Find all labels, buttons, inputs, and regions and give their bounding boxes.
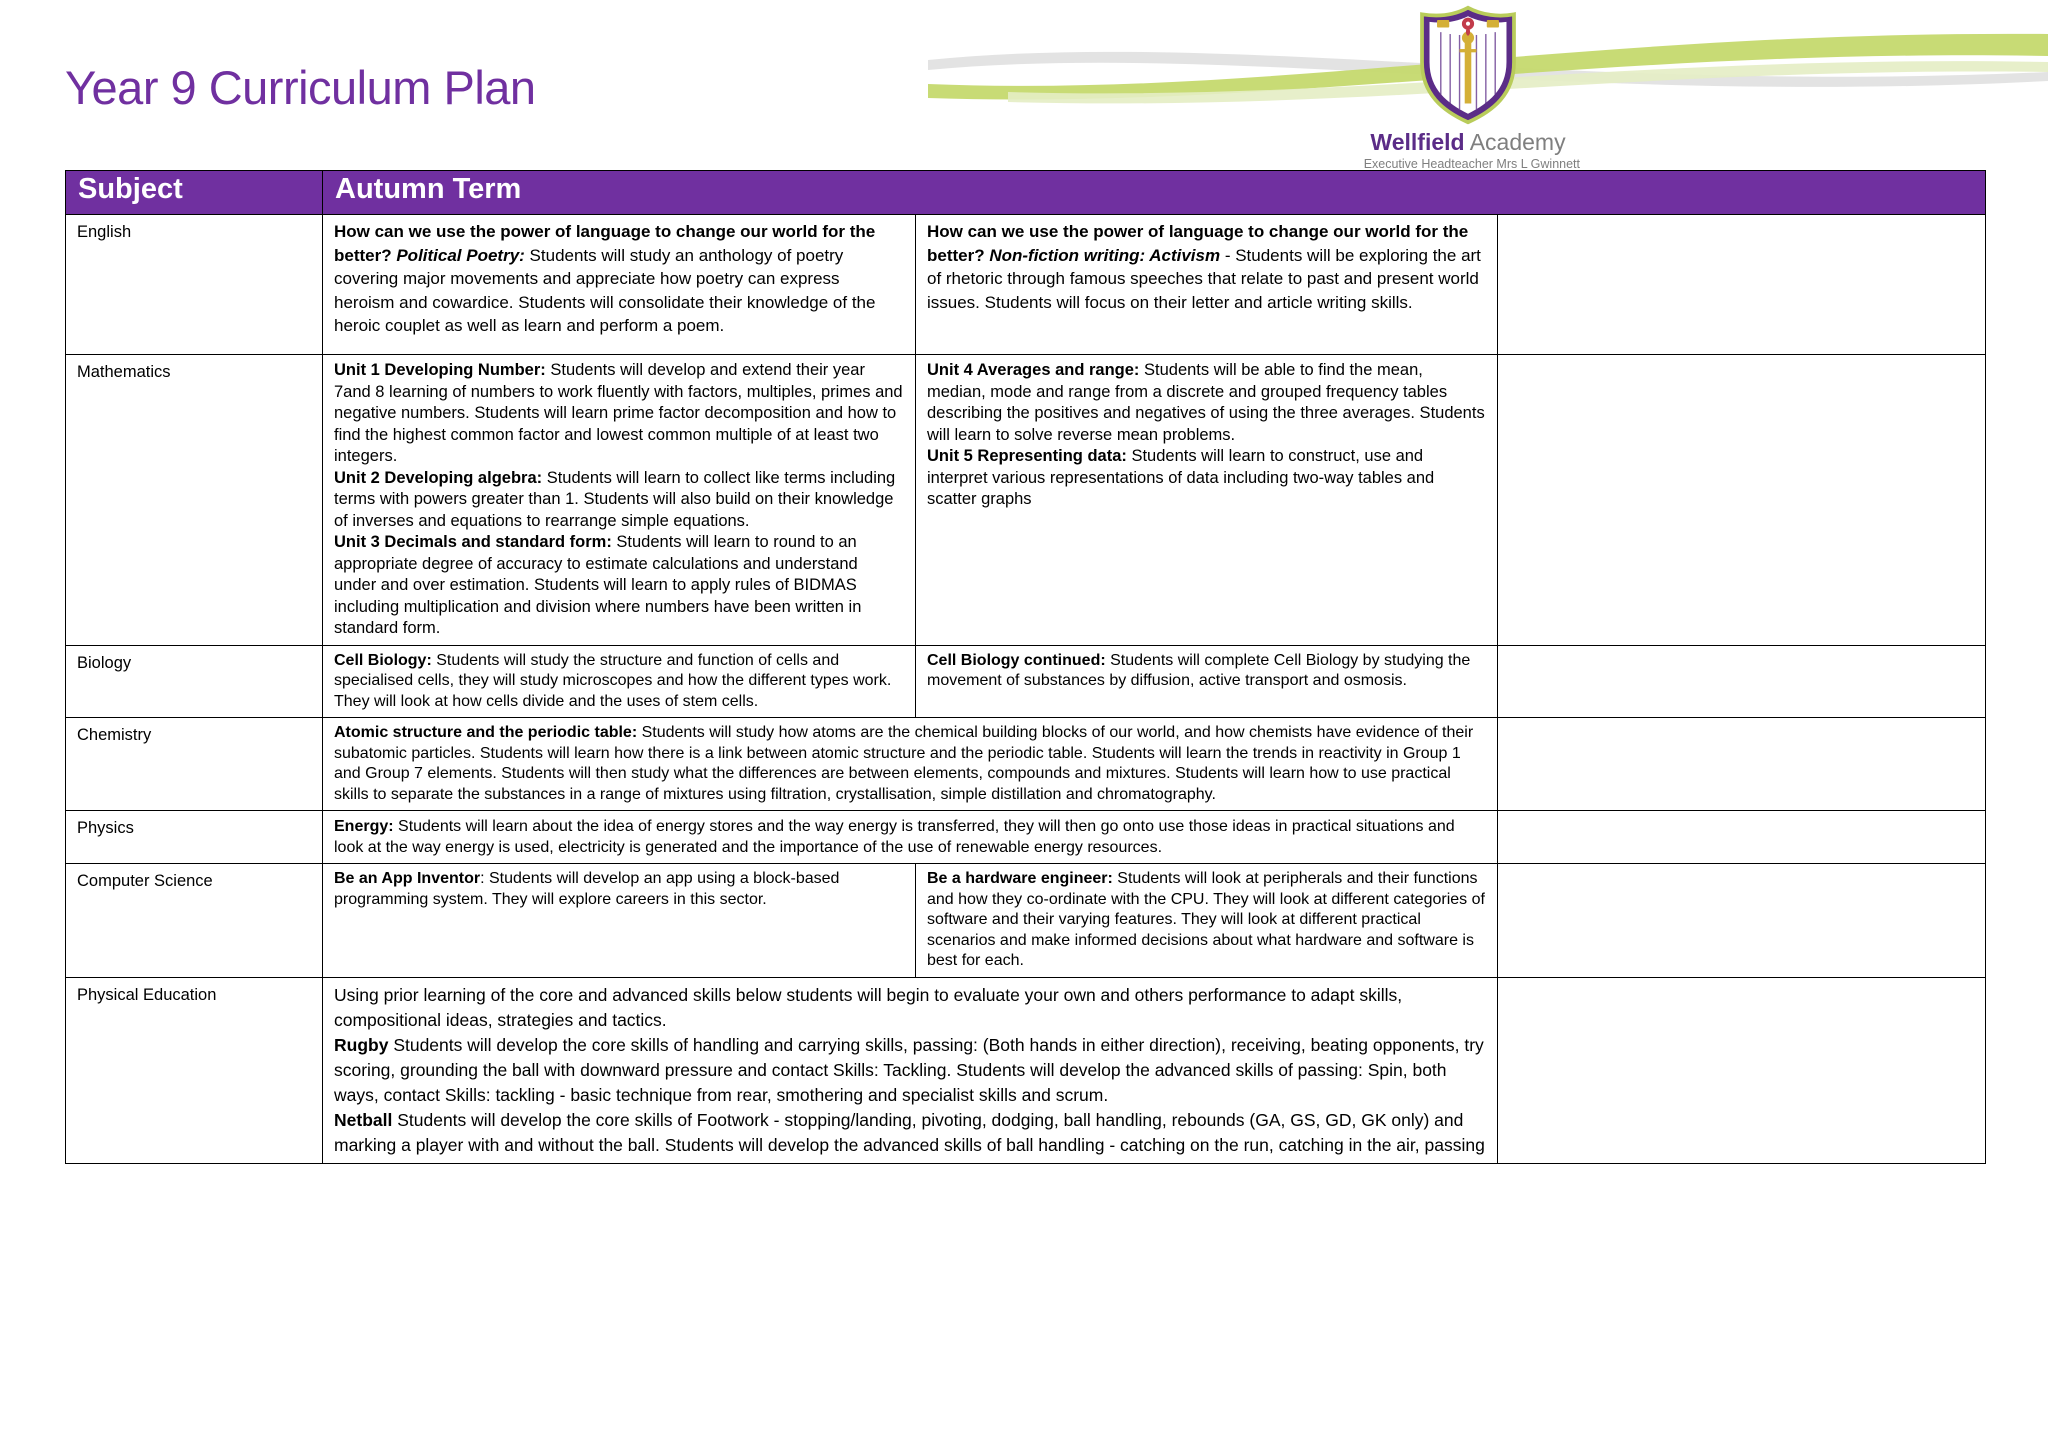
subject-cell-chemistry: Chemistry [66,718,323,811]
table-row-english [66,215,1986,355]
text-run: Political Poetry: [396,245,530,265]
text-run: Students will study the structure and function of cells and specialised cells, they will study microscopes and how the different types work. They will look at how cells divide and the uses of stem cells. [334,651,892,710]
curriculum-table [65,170,1986,1164]
school-name-bold: Wellfield [1370,129,1465,155]
subject-cell-biology: Biology [66,645,323,718]
empty-trailing-cell [1498,645,1986,718]
text-run: Students will develop the core skills of handling and carrying skills, passing: (Both hands in either direction), receiving, beating opponents, try scoring, grounding the ball with downward pressure and contact Skills: Tackling. Students will develop the advanced skills of passing: Spin, both ways, contact Skills: tackling - basic technique from rear, smothering and specialist skills and scrum. [334,1034,1484,1105]
crest-book-left-icon [1437,20,1449,28]
subject-cell-physical-education: Physical Education [66,977,323,1163]
text-run: Using prior learning of the core and advanced skills below students will begin to evaluate your own and others performance to adapt skills, compositional ideas, strategies and tactics. [334,984,1403,1030]
paragraph [334,468,903,533]
empty-trailing-cell [1498,355,1986,646]
empty-trailing-cell [1498,718,1986,811]
paragraph [927,360,1485,446]
subject-cell-english: English [66,215,323,355]
text-run: Be a hardware engineer: [927,870,1118,887]
text-run: Students will develop and extend their year 7and 8 learning of numbers to work fluently with factors, multiples, primes and negative numbers. Students will learn prime factor decomposition and how to find the highest common factor and lowest common multiple of at least two integers. [334,361,903,465]
empty-trailing-cell [1498,977,1986,1163]
table-row-physical-education [66,977,1986,1163]
term-content-cell [323,718,1498,811]
paragraph [334,360,903,468]
paragraph [927,220,1485,314]
text-run: Netball [334,1109,398,1130]
term-content-cell [916,355,1498,646]
subject-cell-mathematics: Mathematics [66,355,323,646]
page-title: Year 9 Curriculum Plan [65,61,536,114]
table-row-mathematics [66,355,1986,646]
text-run: Students will study how atoms are the chemical building blocks of our world, and how chemists have evidence of their subatomic particles. Students will learn how there is a link between atomic structure and the periodic table. Students will learn the trends in reactivity in Group 1 and Group 7 elements. Students will then study what the differences are between elements, compounds and mixtures. Students will learn how to use practical skills to separate the substances in a range of mixtures using filtration, crystallisation, simple distillation and chromatography. [334,724,1474,803]
text-run: Unit 1 Developing Number: [334,361,551,379]
text-run: Students will be able to find the mean, median, mode and range from a discrete and grouped frequency tables describing the positives and negatives of using the three averages. Students will learn to solve reverse mean problems. [927,361,1485,444]
term-content-cell [323,645,916,718]
paragraph [927,869,1485,972]
paragraph [334,1108,1485,1158]
table-row-computer-science [66,864,1986,978]
empty-trailing-cell [1498,811,1986,864]
autumn-term-header: Autumn Term [323,171,1986,215]
subject-cell-computer-science: Computer Science [66,864,323,978]
text-run: Non-fiction writing: Activism [989,245,1225,265]
subject-cell-physics: Physics [66,811,323,864]
school-name-light: Academy [1464,129,1566,155]
term-content-cell [916,215,1498,355]
text-run: Students will look at peripherals and their functions and how they co-ordinate with the CPU. They will look at different categories of software and their varying features. They will look at different practical scenarios and make informed decisions about what hardware and software is best for each. [927,870,1485,969]
text-run: Atomic structure and the periodic table: [334,724,642,741]
text-run: Students will learn to construct, use and interpret various representations of data including two-way tables and scatter graphs [927,447,1435,508]
paragraph [334,983,1485,1033]
text-run: Cell Biology continued: [927,651,1111,669]
text-run: - Students will be exploring the art of rhetoric through famous speeches that relate to past and present world issues. Students will focus on their letter and article writing skills. [927,245,1481,312]
text-run: Rugby [334,1034,394,1055]
empty-trailing-cell [1498,215,1986,355]
paragraph [927,446,1485,511]
paragraph [334,651,903,713]
text-run: Be an App Inventor [334,870,481,887]
text-run: Students will learn about the idea of energy stores and the way energy is transferred, they will then go onto use those ideas in practical situations and look at the way energy is used, electricity is generated and the importance of the use of renewable energy resources. [334,818,1455,856]
term-content-cell [323,864,916,978]
school-crest-icon [1410,4,1526,126]
term-content-cell [323,977,1498,1163]
text-run: Students will develop the core skills of Footwork - stopping/landing, pivoting, dodging, ball handling, rebounds (GA, GS, GD, GK only) and marking a player with and without the ball. Students will develop the advanced skills of ball handling - catching on the run, catching in the air, passing [334,1109,1485,1155]
paragraph [927,651,1485,692]
school-name [1370,129,1565,156]
text-run: : Students will develop an app using a block-based programming system. They will explore careers in this sector. [334,870,840,908]
text-run: Students will study an anthology of poetry covering major movements and appreciate how poetry can express heroism and cowardice. Students will consolidate their knowledge of the heroic couplet as well as learn and perform a poem. [334,245,876,335]
table-header-row [66,171,1986,215]
headteacher-line: Executive Headteacher Mrs L Gwinnett [1363,157,1580,171]
text-run: Unit 4 Averages and range: [927,361,1145,379]
paragraph [334,1033,1485,1108]
term-content-cell [323,811,1498,864]
text-run: Cell Biology: [334,651,437,669]
table-row-chemistry [66,718,1986,811]
text-run: How can we use the power of language to change our world for the better? [927,222,1469,265]
text-run: Students will learn to collect like terms including terms with powers greater than 1. Students will also build on their knowledge of inverses and equations to rearrange simple equations. [334,468,896,530]
subject-header: Subject [66,171,323,215]
paragraph [334,723,1485,805]
table-row-physics [66,811,1986,864]
table-row-biology [66,645,1986,718]
term-content-cell [323,215,916,355]
text-run: Unit 3 Decimals and standard form: [334,533,617,551]
text-run: Unit 2 Developing algebra: [334,468,547,487]
paragraph [334,816,1485,858]
empty-trailing-cell [1498,864,1986,978]
crest-book-right-icon [1487,20,1499,28]
paragraph [334,532,903,640]
paragraph [334,220,903,338]
term-content-cell [916,864,1498,978]
text-run: Students will learn to round to an appropriate degree of accuracy to estimate calculations and understand under and over estimation. Students will learn to apply rules of BIDMAS including multiplication and division where numbers have been written in standard form. [334,533,862,637]
term-content-cell [323,355,916,646]
text-run: Unit 5 Representing data: [927,447,1132,465]
term-content-cell [916,645,1498,718]
text-run: How can we use the power of language to change our world for the better? [334,222,876,265]
text-run: Students will complete Cell Biology by studying the movement of substances by diffusion, active transport and osmosis. [927,651,1471,689]
school-logo-block [1352,4,1584,188]
text-run: Energy: [334,818,399,835]
paragraph [334,869,903,910]
